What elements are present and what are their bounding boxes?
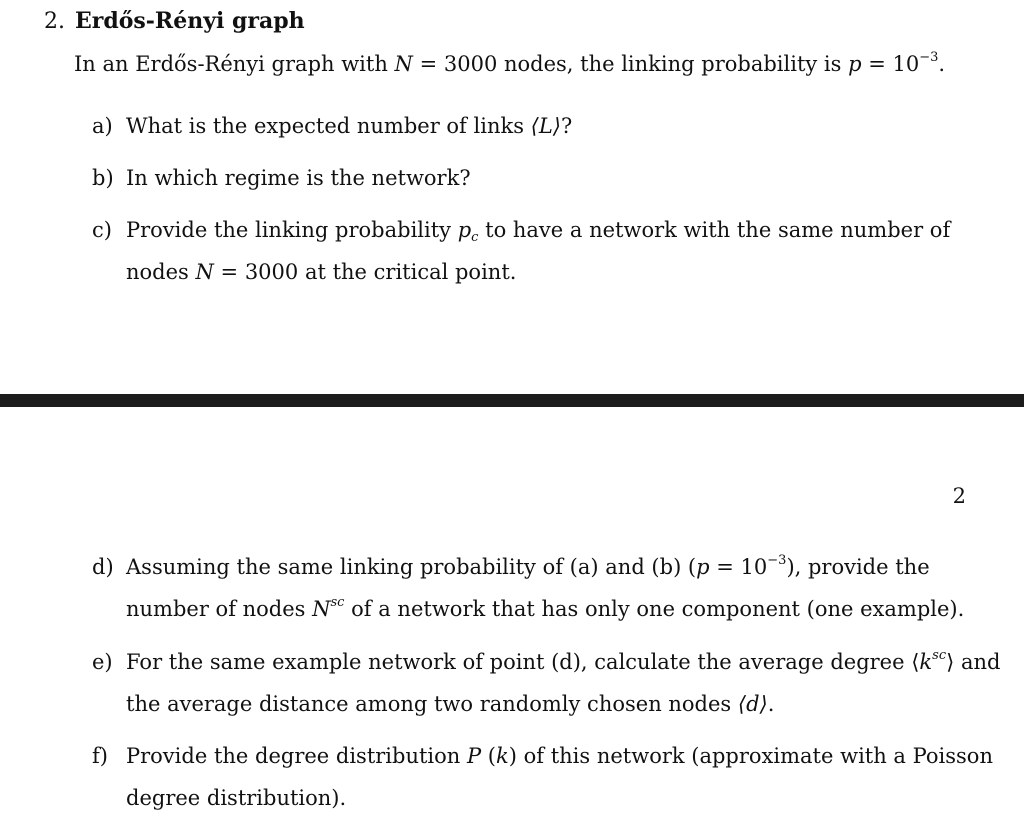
math-N: N bbox=[312, 597, 331, 621]
text-span: the average distance among two randomly chosen nodes bbox=[126, 692, 738, 716]
question-label: b) bbox=[92, 166, 114, 190]
question-text: In which regime is the network? bbox=[126, 166, 471, 190]
text-span: ? bbox=[560, 114, 573, 138]
math-superscript: sc bbox=[932, 648, 947, 663]
question-text bbox=[126, 114, 572, 138]
text-span: For the same example network of point (d), calculate the average degree bbox=[126, 650, 912, 674]
text-span: What is the expected number of links bbox=[126, 114, 531, 138]
question-text-line1 bbox=[126, 744, 993, 768]
intro-text-2: = 3000 nodes, the linking probability is bbox=[412, 52, 849, 76]
text-span: ), provide the bbox=[786, 555, 930, 579]
math-bracket: ⟨ bbox=[911, 650, 920, 674]
text-span: of a network that has only one component (one example). bbox=[344, 597, 965, 621]
text-span: = 3000 at the critical point. bbox=[213, 260, 517, 284]
math-bracket: ⟩ bbox=[946, 650, 955, 674]
text-span: ( bbox=[481, 744, 496, 768]
text-span: . bbox=[767, 692, 775, 716]
math-d: ⟨d⟩ bbox=[737, 692, 768, 716]
intro-exponent: −3 bbox=[919, 50, 939, 65]
text-span: ) of this network (approximate with a Poisson bbox=[508, 744, 993, 768]
text-span: Provide the degree distribution bbox=[126, 744, 467, 768]
math-p: p bbox=[696, 555, 710, 579]
question-label: f) bbox=[92, 744, 108, 768]
question-text-line2: degree distribution). bbox=[126, 786, 347, 810]
problem-heading bbox=[44, 8, 305, 34]
problem-number: 2. bbox=[44, 9, 65, 34]
math-exponent: −3 bbox=[767, 553, 787, 568]
question-label: c) bbox=[92, 218, 112, 242]
text-span: Assuming the same linking probability of (a) and (b) ( bbox=[126, 555, 697, 579]
question-text-line1 bbox=[126, 650, 1000, 674]
problem-title: Erdős-Rényi graph bbox=[75, 8, 305, 34]
math-N: N bbox=[195, 260, 214, 284]
text-span: number of nodes bbox=[126, 597, 313, 621]
page-number: 2 bbox=[952, 484, 966, 508]
math-p: p bbox=[457, 218, 472, 242]
question-label: a) bbox=[92, 114, 113, 138]
math-superscript: sc bbox=[330, 595, 345, 610]
intro-end: . bbox=[938, 52, 946, 76]
text-span: and bbox=[954, 650, 1001, 674]
question-label: e) bbox=[92, 650, 113, 674]
intro-p: p bbox=[848, 52, 862, 76]
page-divider bbox=[0, 394, 1024, 407]
text-span: to have a network with the same number of bbox=[478, 218, 951, 242]
math-k: k bbox=[919, 650, 933, 674]
question-text-line2 bbox=[126, 692, 774, 716]
question-text-line2 bbox=[126, 260, 516, 284]
math-k: k bbox=[496, 744, 509, 768]
text-span: nodes bbox=[126, 260, 196, 284]
text-span: = 10 bbox=[709, 555, 768, 579]
math-L: ⟨L⟩ bbox=[530, 114, 561, 138]
intro-N: N bbox=[394, 52, 413, 76]
question-text-line2 bbox=[126, 597, 964, 621]
problem-intro bbox=[74, 52, 945, 76]
intro-text: In an Erdős-Rényi graph with bbox=[74, 52, 395, 76]
text-span: Provide the linking probability bbox=[126, 218, 458, 242]
math-subscript: c bbox=[471, 230, 479, 245]
intro-text-3: = 10 bbox=[861, 52, 920, 76]
question-text-line1 bbox=[126, 218, 951, 245]
question-text-line1 bbox=[126, 555, 930, 579]
math-P: P bbox=[466, 744, 482, 768]
question-label: d) bbox=[92, 555, 114, 579]
